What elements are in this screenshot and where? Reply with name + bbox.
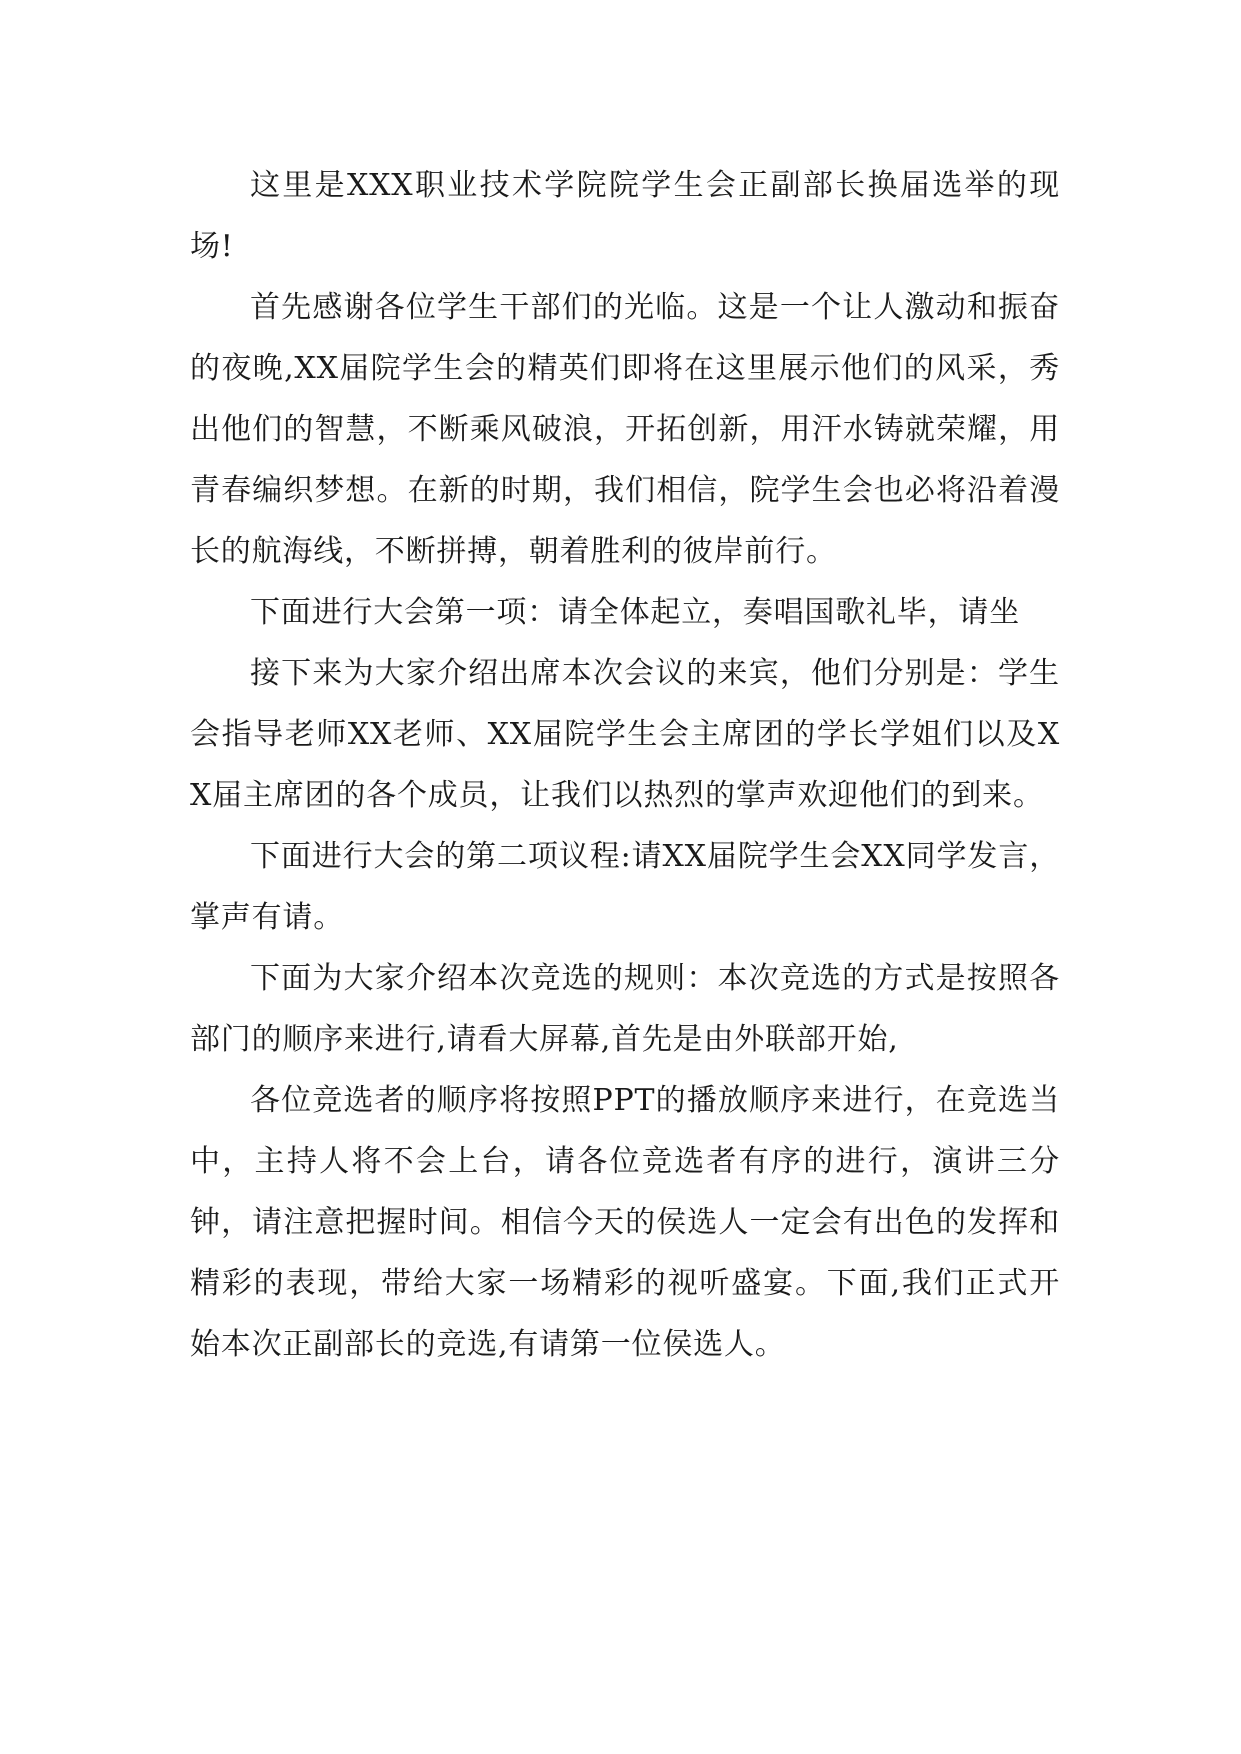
paragraph-3: 下面进行大会第一项：请全体起立，奏唱国歌礼毕，请坐 bbox=[250, 595, 1020, 630]
paragraph-7: 各位竞选者的顺序将按照PPT的播放顺序来进行，在竞选当中，主持人将不会上台，请各位竞选者有序的进行，演讲三分钟，请注意把握时间。相信今天的侯选人一定会有出色的发挥和精彩的表现，带给大家一场精彩的视听盛宴。下面,我们正式开始本次正副部长的竞选,有请第一位侯选人。 bbox=[190, 1083, 1060, 1362]
paragraph-2: 首先感谢各位学生干部们的光临。这是一个让人激动和振奋的夜晚,XX届院学生会的精英们即将在这里展示他们的风采，秀出他们的智慧，不断乘风破浪，开拓创新，用汗水铸就荣耀，用青春编织梦想。在新的时期，我们相信，院学生会也必将沿着漫长的航海线，不断拼搏，朝着胜利的彼岸前行。 bbox=[190, 290, 1060, 569]
paragraph-5: 下面进行大会的第二项议程:请XX届院学生会XX同学发言，掌声有请。 bbox=[190, 839, 1060, 935]
document-body bbox=[190, 155, 1060, 1375]
paragraph-6: 下面为大家介绍本次竞选的规则：本次竞选的方式是按照各部门的顺序来进行,请看大屏幕,首先是由外联部开始, bbox=[190, 961, 1060, 1057]
paragraph-1: 这里是XXX职业技术学院院学生会正副部长换届选举的现场! bbox=[190, 168, 1060, 264]
paragraph-4: 接下来为大家介绍出席本次会议的来宾，他们分别是：学生会指导老师XX老师、XX届院学生会主席团的学长学姐们以及XX届主席团的各个成员，让我们以热烈的掌声欢迎他们的到来。 bbox=[190, 656, 1060, 813]
